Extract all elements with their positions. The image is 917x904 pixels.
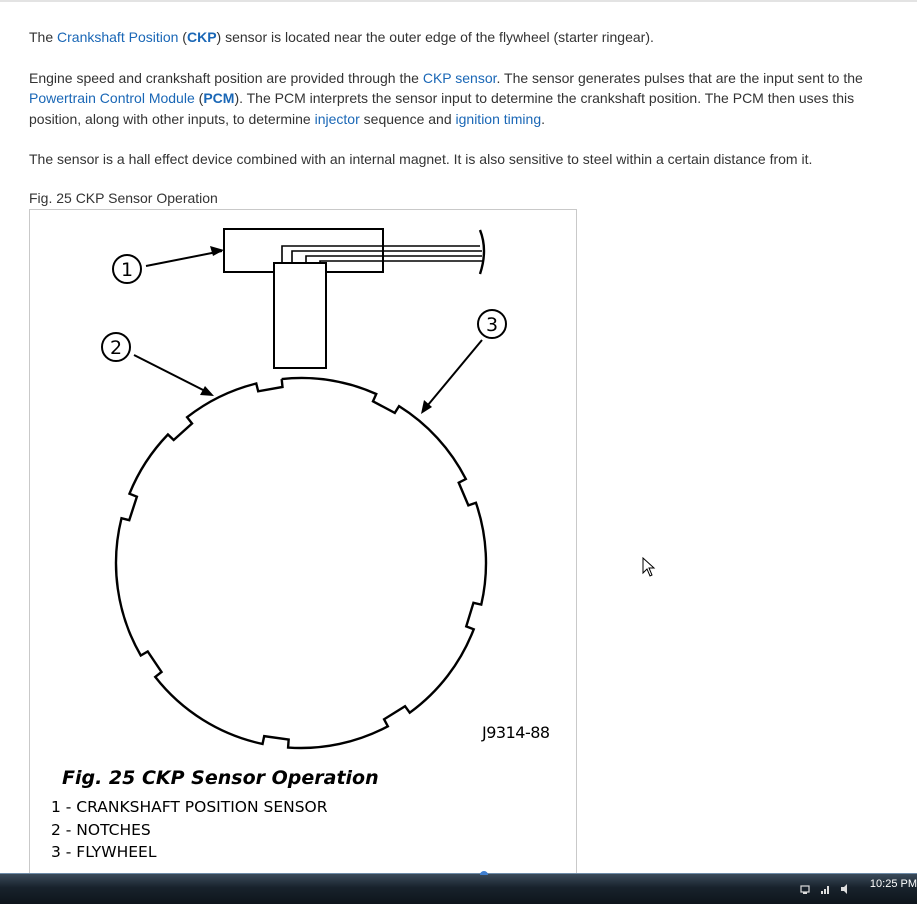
callout-2-label: 2	[109, 337, 123, 359]
flywheel-path	[116, 378, 486, 748]
article-body	[29, 27, 889, 190]
link-pcm-abbr[interactable]: PCM	[203, 90, 235, 106]
callout-1-label: 1	[120, 259, 134, 281]
callout-3-leader	[423, 340, 482, 411]
link-ckp-sensor[interactable]: CKP sensor	[422, 69, 497, 86]
callout-2-leader	[134, 355, 211, 394]
text: .	[541, 110, 546, 127]
legend-item: 3 - FLYWHEEL	[51, 843, 157, 861]
text: sequence and	[359, 110, 456, 127]
volume-icon[interactable]	[840, 883, 852, 895]
paragraph-1	[29, 27, 889, 48]
network-icon[interactable]	[800, 883, 812, 895]
clock[interactable]: 10:25 PM	[869, 878, 917, 890]
link-injector[interactable]: injector	[314, 110, 360, 127]
link-powertrain-control-module[interactable]: Powertrain Control Module	[29, 90, 195, 106]
text: ). The PCM interprets the sensor input to determine the crankshaft position. The PCM then uses this position, along with other inputs, to determine	[29, 90, 855, 127]
figure-title: Fig. 25 CKP Sensor Operation	[62, 767, 379, 789]
mouse-cursor-icon	[642, 557, 656, 579]
ckp-figure[interactable]	[29, 209, 577, 876]
link-crankshaft-position[interactable]: Crankshaft Position	[57, 29, 179, 45]
top-divider	[0, 0, 917, 2]
text: (	[178, 29, 187, 45]
wire-break	[480, 230, 484, 274]
signal-icon[interactable]	[820, 883, 832, 895]
text: The	[29, 29, 58, 45]
figure-caption: Fig. 25 CKP Sensor Operation	[29, 190, 218, 206]
text: Engine speed and crankshaft position are provided through the	[29, 69, 423, 86]
figure-legend	[51, 798, 328, 866]
callout-1-leader	[146, 251, 222, 266]
legend-item: 1 - CRANKSHAFT POSITION SENSOR	[51, 798, 328, 816]
callout-2-arrow	[200, 386, 214, 396]
text: . The sensor generates pulses that are the input sent to the	[496, 69, 863, 86]
paragraph-2	[29, 68, 889, 130]
link-ignition-timing[interactable]: ignition timing	[455, 110, 542, 127]
paragraph-3: The sensor is a hall effect device combined with an internal magnet. It is also sensitive to steel within a certain distance from it.	[29, 151, 813, 167]
legend-item: 2 - NOTCHES	[51, 820, 151, 839]
sensor-body	[274, 263, 326, 368]
callout-3-label: 3	[485, 314, 499, 336]
system-tray	[800, 874, 917, 904]
figure-code: J9314-88	[482, 723, 550, 742]
flywheel-outline	[116, 378, 486, 748]
text: ) sensor is located near the outer edge of the flywheel (starter ringear).	[216, 29, 654, 45]
taskbar	[0, 873, 917, 904]
text: (	[194, 90, 204, 106]
callout-1-arrow	[210, 246, 224, 256]
link-ckp-abbr[interactable]: CKP	[186, 29, 217, 45]
taskbar-indicator	[480, 871, 488, 875]
